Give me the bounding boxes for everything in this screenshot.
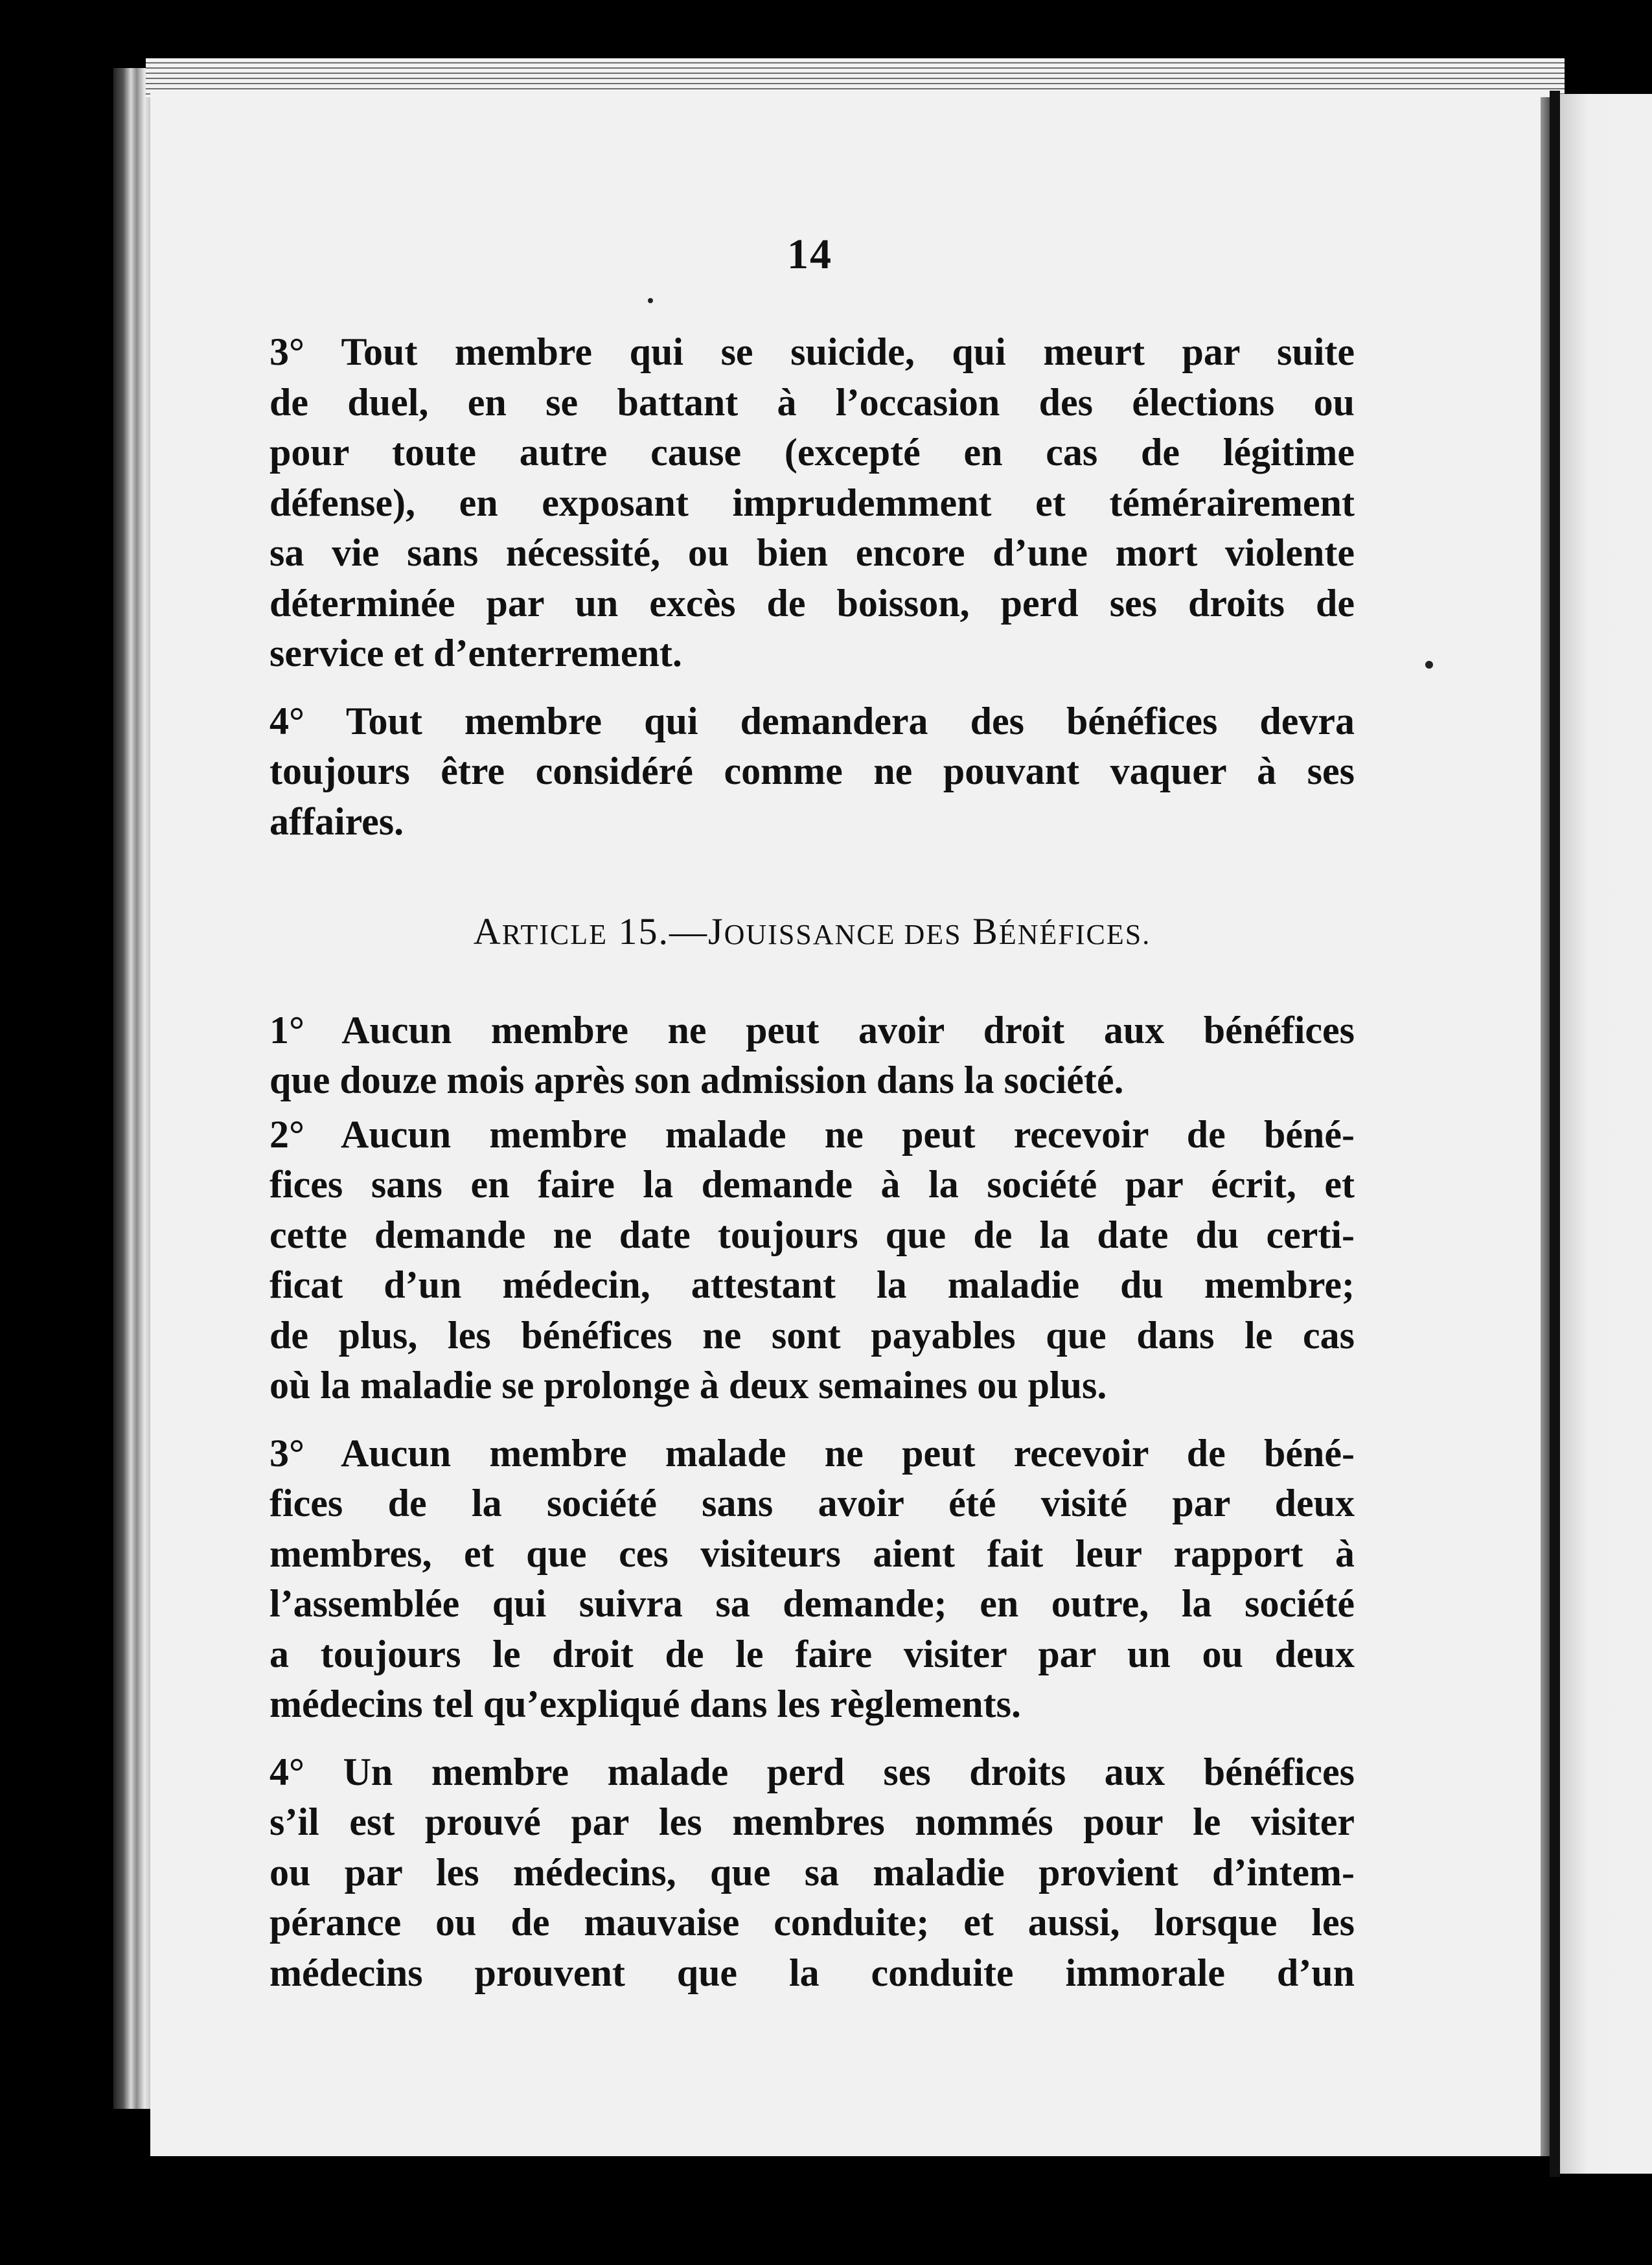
text-line: 4° Tout membre qui demandera des bénéfices devra	[270, 699, 1355, 742]
book-page-stack-edge	[113, 68, 152, 2109]
text-line: pour toute autre cause (excepté en cas de légitime	[270, 431, 1355, 474]
text-line: affaires.	[270, 799, 404, 843]
article-heading: ARTICLE 15.—JOUISSANCE DES BÉNÉFICES.	[473, 910, 1151, 952]
article-paragraph-2	[270, 1110, 1355, 1411]
text-line: toujours être considéré comme ne pouvant vaquer à ses	[270, 750, 1355, 792]
paragraph-4-benefits-request	[270, 696, 1355, 847]
page-number: 14	[787, 231, 832, 278]
text-line: où la maladie se prolonge à deux semaines ou plus.	[270, 1364, 1107, 1407]
text-line: s’il est prouvé par les membres nommés pour le visiter	[270, 1800, 1355, 1843]
text-line: défense), en exposant imprudemment et témérairement	[270, 481, 1355, 524]
text-line: cette demande ne date toujours que de la date du certi-	[270, 1213, 1355, 1256]
text-line: 4° Un membre malade perd ses droits aux bénéfices	[270, 1750, 1355, 1793]
paragraph-3-suicide	[270, 327, 1355, 679]
text-line: a toujours le droit de le faire visiter par un ou deux	[270, 1632, 1355, 1675]
text-line: que douze mois après son admission dans la société.	[270, 1059, 1124, 1101]
text-line: de duel, en se battant à l’occasion des élections ou	[270, 380, 1355, 424]
text-line: déterminée par un excès de boisson, perd ses droits de	[270, 581, 1355, 625]
book-gutter	[1550, 91, 1560, 2177]
text-line: 3° Tout membre qui se suicide, qui meurt par suite	[270, 330, 1355, 373]
text-line: sa vie sans nécessité, ou bien encore d’une mort violente	[270, 531, 1355, 574]
text-line: service et d’enterrement.	[270, 632, 682, 674]
article-paragraph-4	[270, 1747, 1355, 1999]
speck	[1425, 661, 1433, 669]
text-line: membres, et que ces visiteurs aient fait leur rapport à	[270, 1532, 1355, 1575]
text-line: ficat d’un médecin, attestant la maladie du membre;	[270, 1263, 1355, 1306]
text-line: pérance ou de mauvaise conduite; et aussi, lorsque les	[270, 1901, 1355, 1944]
page-body	[270, 327, 1355, 1998]
article-paragraph-3	[270, 1429, 1355, 1730]
text-line: de plus, les bénéfices ne sont payables que dans le cas	[270, 1313, 1355, 1357]
facing-page-edge	[1560, 94, 1652, 2174]
text-line: médecins tel qu’expliqué dans les règlements.	[270, 1683, 1021, 1725]
text-line: fices sans en faire la demande à la société par écrit, et	[270, 1163, 1355, 1206]
text-line: 3° Aucun membre malade ne peut recevoir de béné-	[270, 1431, 1355, 1475]
text-line: l’assemblée qui suivra sa demande; en outre, la société	[270, 1582, 1355, 1625]
speck	[648, 298, 653, 303]
article-paragraph-1	[270, 1006, 1355, 1106]
text-line: ou par les médecins, que sa maladie provient d’intem-	[270, 1850, 1355, 1894]
text-line: fices de la société sans avoir été visité par deux	[270, 1482, 1355, 1524]
text-line: 1° Aucun membre ne peut avoir droit aux bénéfices	[270, 1008, 1355, 1052]
text-line: médecins prouvent que la conduite immorale d’un	[270, 1951, 1355, 1994]
text-line: 2° Aucun membre malade ne peut recevoir de béné-	[270, 1112, 1355, 1156]
